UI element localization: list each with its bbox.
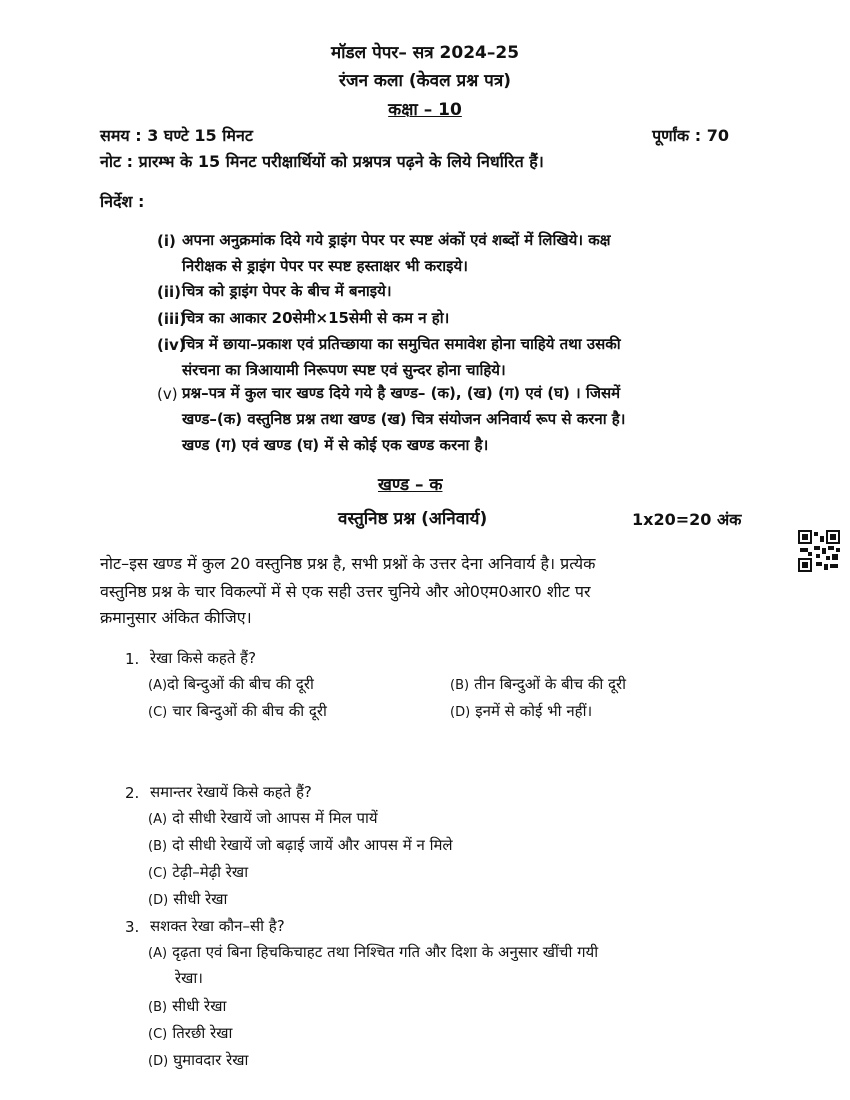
instruction-text: चित्र का आकार 20सेमी×15सेमी से कम न हो।	[182, 309, 450, 327]
option: (A) दृढ़ता एवं बिना हिचकिचाहट तथा निश्चित गति और दिशा के अनुसार खींची गयी	[148, 943, 599, 961]
instruction-text: निरीक्षक से ड्राइंग पेपर पर स्पष्ट हस्ताक्षर भी कराइये।	[182, 257, 468, 275]
instruction-num: (v)	[157, 385, 178, 403]
reading-time-note: नोट : प्रारम्भ के 15 मिनट परीक्षार्थियों को प्रश्नपत्र पढ़ने के लिये निर्धारित हैं।	[100, 152, 544, 171]
question-number: 3.	[125, 918, 140, 936]
option: (A)दो बिन्दुओं की बीच की दूरी	[148, 675, 314, 693]
question-number: 2.	[125, 784, 140, 802]
instruction-text: चित्र को ड्राइंग पेपर के बीच में बनाइये।	[182, 282, 392, 300]
question-number: 1.	[125, 650, 140, 668]
question-text: रेखा किसे कहते हैं?	[150, 649, 257, 667]
option: (D) इनमें से कोई भी नहीं।	[450, 702, 593, 720]
section-title: खण्ड – क	[378, 475, 443, 495]
time-allowed: समय : 3 घण्टे 15 मिनट	[100, 126, 253, 145]
option: (B) तीन बिन्दुओं के बीच की दूरी	[450, 675, 627, 693]
instruction-text: अपना अनुक्रमांक दिये गये ड्राइंग पेपर पर स्पष्ट अंकों एवं शब्दों में लिखिये। कक्ष	[182, 231, 611, 249]
subject-title: रंजन कला (केवल प्रश्न पत्र)	[339, 71, 511, 91]
class-label: कक्षा – 10	[388, 100, 462, 120]
section-note: क्रमानुसार अंकित कीजिए।	[100, 608, 252, 627]
instruction-text: खण्ड–(क) वस्तुनिष्ठ प्रश्न तथा खण्ड (ख) चित्र संयोजन अनिवार्य रूप से करना है।	[182, 410, 626, 428]
option: (C) तिरछी रेखा	[148, 1024, 233, 1042]
option: (C) चार बिन्दुओं की बीच की दूरी	[148, 702, 327, 720]
instruction-num: (iv)	[157, 336, 186, 354]
instructions-heading: निर्देश :	[100, 192, 145, 211]
instruction-num: (ii)	[157, 283, 181, 301]
instruction-text: संरचना का त्रिआयामी निरूपण स्पष्ट एवं सुन्दर होना चाहिये।	[182, 361, 506, 379]
option: (B) दो सीधी रेखायें जो बढ़ाई जायें और आपस में न मिले	[148, 836, 453, 854]
instruction-text: प्रश्न–पत्र में कुल चार खण्ड दिये गये है खण्ड– (क), (ख) (ग) एवं (घ) । जिसमें	[182, 384, 621, 402]
max-marks: पूर्णांक : 70	[652, 126, 729, 145]
instruction-num: (i)	[157, 232, 176, 250]
section-note: नोट–इस खण्ड में कुल 20 वस्तुनिष्ठ प्रश्न है, सभी प्रश्नों के उत्तर देना अनिवार्य है। प्रत्येक	[100, 554, 596, 573]
option: (B) सीधी रेखा	[148, 997, 227, 1015]
question-text: समान्तर रेखायें किसे कहते हैं?	[150, 783, 312, 801]
option: (A) दो सीधी रेखायें जो आपस में मिल पायें	[148, 809, 378, 827]
paper-title: मॉडल पेपर– सत्र 2024–25	[330, 43, 520, 63]
section-marks: 1x20=20 अंक	[632, 510, 742, 529]
question-text: सशक्त रेखा कौन–सी है?	[150, 917, 285, 935]
option: (C) टेढ़ी–मेढ़ी रेखा	[148, 863, 249, 881]
qr-code-icon	[798, 530, 840, 572]
section-note: वस्तुनिष्ठ प्रश्न के चार विकल्पों में से एक सही उत्तर चुनिये और ओ0एम0आर0 शीट पर	[100, 582, 591, 601]
option: (D) सीधी रेखा	[148, 890, 228, 908]
section-subtitle: वस्तुनिष्ठ प्रश्न (अनिवार्य)	[338, 509, 488, 529]
instruction-text: चित्र में छाया–प्रकाश एवं प्रतिच्छाया का समुचित समावेश होना चाहिये तथा उसकी	[182, 335, 621, 353]
option: (D) घुमावदार रेखा	[148, 1051, 249, 1069]
instruction-text: खण्ड (ग) एवं खण्ड (घ) में से कोई एक खण्ड करना है।	[182, 436, 489, 454]
instruction-num: (iii)	[157, 310, 187, 328]
option-continuation: रेखा।	[175, 969, 203, 987]
